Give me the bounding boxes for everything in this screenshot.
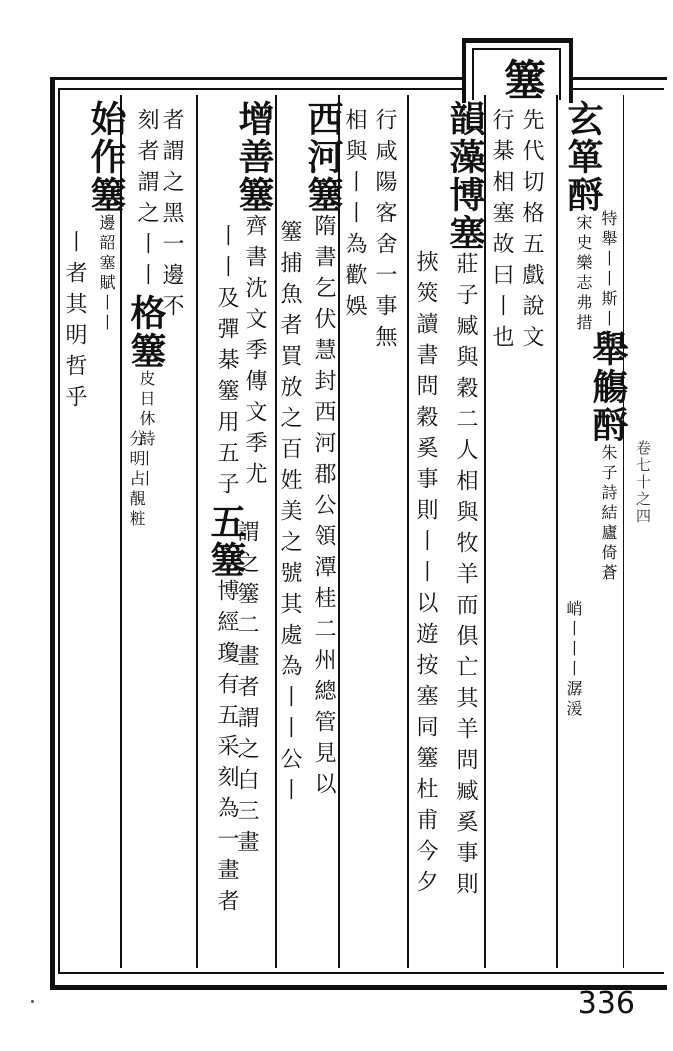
definition-text: 相與丨丨為歡娛 — [342, 108, 367, 325]
definition-text: 行咸陽客舍一事無 — [372, 108, 397, 356]
page-number: 336 — [577, 986, 635, 1021]
column-8 — [373, 108, 395, 356]
definition-text: 丨者其明哲乎 — [62, 230, 87, 416]
column-5 — [490, 108, 512, 356]
page-heading: 簺 — [498, 58, 547, 100]
column-18 — [85, 100, 127, 334]
definition-text: 刻者謂之丨丨 — [134, 108, 159, 294]
definition-text: 莊子臧與穀二人相與牧羊而俱亡其羊問臧奚事則 — [453, 252, 478, 903]
column-2 — [587, 210, 629, 584]
definition-text: 簺捕魚者買放之百姓美之號其處為丨丨公丨 — [277, 220, 302, 809]
column-14 — [235, 520, 257, 861]
column-divider — [196, 95, 198, 968]
definition-text: 分明占靚粧 — [127, 430, 146, 530]
definition-text: 皮日休詩丨丨 — [137, 370, 156, 490]
column-17 — [128, 430, 144, 530]
column-4 — [520, 108, 542, 356]
column-6 — [444, 100, 486, 903]
volume-marker: 卷七十之四 — [634, 440, 652, 525]
headword: 始作簺 — [85, 100, 127, 214]
definition-text: 特舉丨丨斯丨 — [599, 210, 618, 330]
print-speck — [31, 1000, 34, 1003]
definition-text: 先代切格五戲說文 — [519, 108, 544, 356]
headword: 增善簺 — [233, 100, 275, 214]
definition-text: 邊韶塞賦丨丨 — [97, 214, 116, 334]
column-9 — [343, 108, 365, 325]
definition-text: 行棊相塞故曰丨也 — [489, 108, 514, 356]
column-3 — [565, 600, 581, 720]
definition-text: 隋書乞伏慧封西河郡公領潭桂二州總管見以 — [311, 214, 336, 803]
definition-text: 挾筴讀書問穀奚事則丨丨以遊按塞同簺杜甫今夕 — [413, 250, 438, 901]
column-7 — [414, 250, 436, 901]
headword: 舉觴酹 — [587, 330, 629, 444]
definition-text: 博經瓊有五采刻為一畫者 — [214, 579, 239, 920]
headword: 格簺 — [125, 294, 167, 370]
definition-text: 朱子詩結廬倚蒼 — [599, 444, 618, 584]
column-divider — [556, 95, 558, 968]
definition-text: 峭丨丨丨潺湲 — [564, 600, 583, 720]
definition-text: 者謂之黑一邊不 — [159, 108, 184, 325]
headword: 五簺 — [205, 503, 247, 579]
definition-text: 宋史樂志弗措 — [574, 214, 593, 334]
column-10 — [302, 100, 344, 803]
definition-text: 齊書沈文季傳文季尤 — [242, 214, 267, 493]
column-divider — [407, 95, 409, 968]
headword: 韻藻博塞 — [444, 100, 486, 252]
headword: 玄箪酹 — [562, 100, 604, 214]
definition-text: 丨丨及彈棊簺用五子 — [214, 224, 239, 503]
headword: 西河簺 — [302, 100, 344, 214]
column-11 — [278, 220, 300, 809]
column-19 — [63, 230, 85, 416]
definition-text: 謂之簺二畫者謂之白三畫 — [234, 520, 259, 861]
